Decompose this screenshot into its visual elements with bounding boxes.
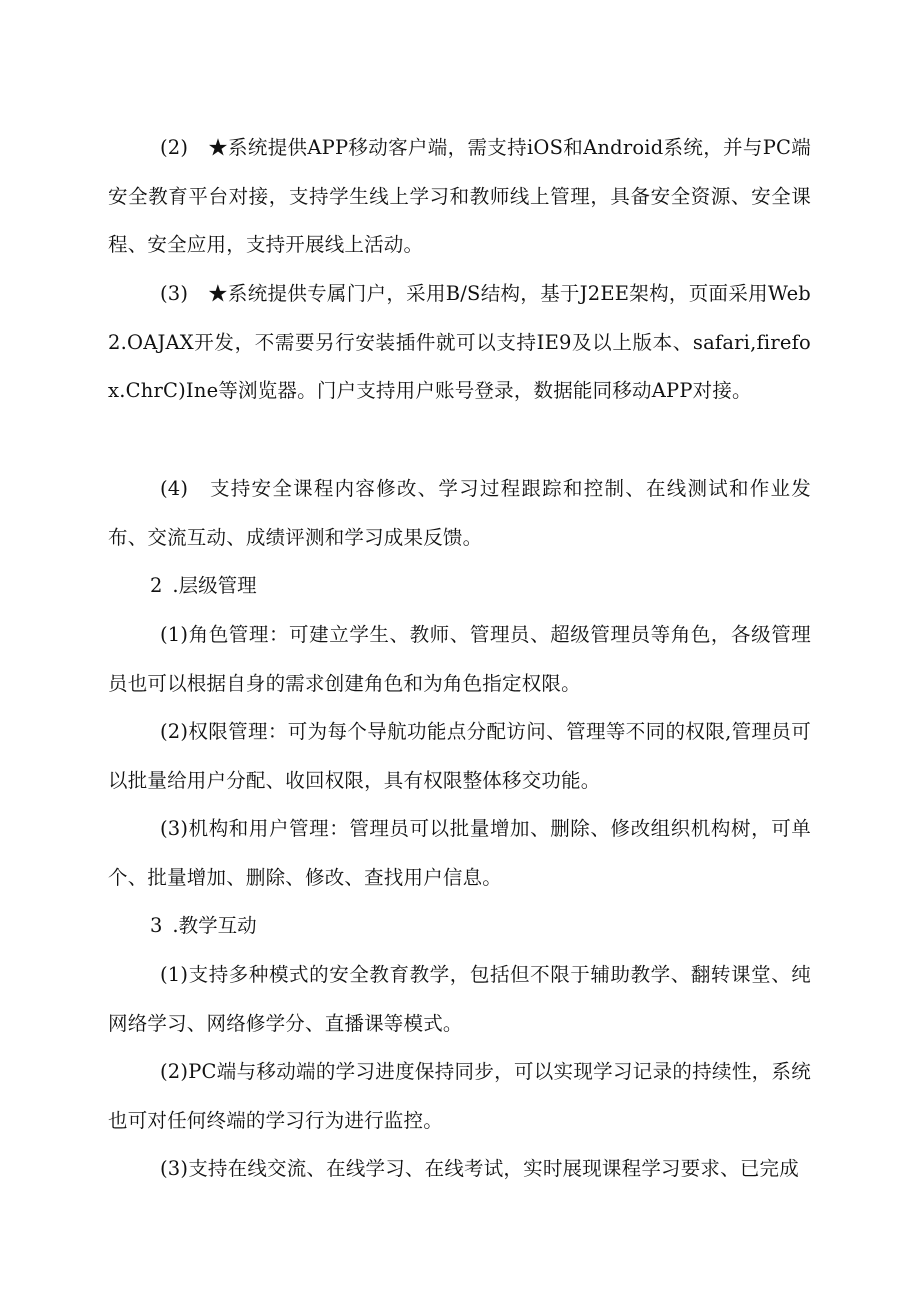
paragraph-sync-progress: (2)PC端与移动端的学习进度保持同步，可以实现学习记录的持续性，系统也可对任何终端的学习行为进行监控。 [108, 1060, 811, 1132]
section-heading-teaching-interaction [150, 902, 257, 951]
paragraph-role-management: (1)角色管理：可建立学生、教师、管理员、超级管理员等角色，各级管理员也可以根据自身的需求创建角色和为角色指定权限。 [108, 623, 811, 695]
section-title: .教学互动 [172, 914, 257, 937]
section-heading-hierarchy-management [150, 562, 257, 611]
paragraph-permission-management: (2)权限管理：可为每个导航功能点分配访问、管理等不同的权限,管理员可以批量给用户分配、收回权限，具有权限整体移交功能。 [108, 720, 811, 792]
paragraph-org-user-management: (3)机构和用户管理：管理员可以批量增加、删除、修改组织机构树，可单个、批量增加、删除、修改、查找用户信息。 [108, 817, 811, 889]
section-number: 3 [150, 914, 163, 937]
paragraph-teaching-modes: (1)支持多种模式的安全教育教学，包括但不限于辅助教学、翻转课堂、纯网络学习、网络修学分、直播课等模式。 [108, 963, 811, 1035]
paragraph-item-3-portal: (3) ★系统提供专属门户，采用B/S结构，基于J2EE架构，页面采用Web2.OAJAX开发，不需要另行安装插件就可以支持IE9及以上版本、safari,firefox.ChrC)Ine等浏览器。门户支持用户账号登录，数据能同移动APP对接。 [108, 282, 811, 402]
section-title: .层级管理 [172, 574, 257, 597]
paragraph-item-2-mobile-app: (2) ★系统提供APP移动客户端，需支持iOS和Android系统，并与PC端安全教育平台对接，支持学生线上学习和教师线上管理，具备安全资源、安全课程、安全应用，支持开展线上活动。 [108, 136, 811, 256]
section-number: 2 [150, 574, 163, 597]
paragraph-item-4-course-support: (4) 支持安全课程内容修改、学习过程跟踪和控制、在线测试和作业发布、交流互动、成绩评测和学习成果反馈。 [108, 477, 811, 549]
paragraph-online-communication: (3)支持在线交流、在线学习、在线考试，实时展现课程学习要求、已完成 [160, 1157, 799, 1180]
